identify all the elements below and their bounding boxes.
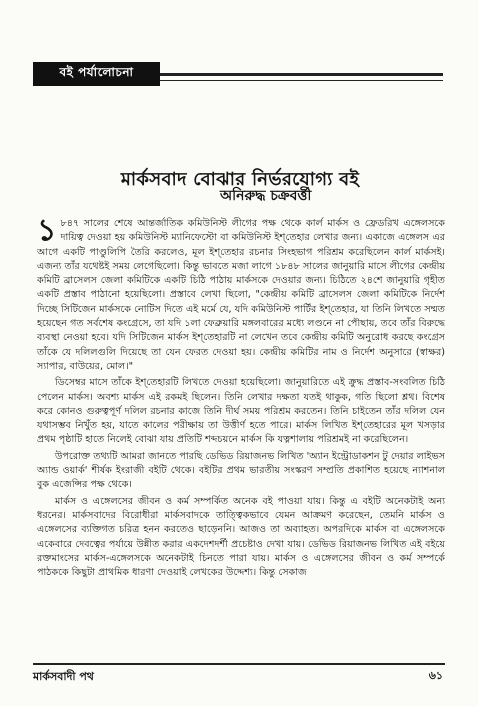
article-title: মার্কসবাদ বোঝার নির্ভরযোগ্য বই (120, 169, 360, 191)
header-rule-thick (160, 73, 443, 76)
article-author: অনিরুদ্ধ চক্রবর্ত্তী (220, 188, 312, 204)
article-paragraph-3: উপরোক্ত তথ্যটি আমরা জানতে পারছি ডেভিড রিয়াজনভ লিখিত 'অ্যান ইন্ট্রোডাকশন টু দেয়ার লাইভস অ্যান্ড ওয়ার্ক' শীর্ষক ইংরাজী বইটি থেকে। বইটির প্রথম ভারতীয় সংস্করণ সম্প্রতি প্রকাশিত হয়েছে ন্যাশনাল বুক এজেন্সির পক্ষ থেকে। (37, 450, 445, 491)
article-body (37, 213, 445, 582)
article-paragraph-4: মার্কস ও এঙ্গেলসের জীবন ও কর্ম সম্পর্কিত অনেক বই পাওয়া যায়। কিন্তু এ বইটি অনেকটাই অন্য ধরনের। মার্কসবাদের বিরোধীরা মার্কসবাদকে তাত্ত্বিকভাবে যেমন আক্রমণ করেছেন, তেমনি মার্কস ও এঙ্গেলসের ব্যক্তিগত চরিত্র হনন করতেও ছাড়েননি। আজও তা অব্যাহত। অপরদিকে মার্কস বা এঙ্গেলসকে একেবারে দেবত্বের পর্যায়ে উন্নীত করার একদেশদর্শী প্রচেষ্টাও দেখা যায়। ডেভিড রিয়াজনভ লিখিত এই বইয়ে রক্তমাংসের মার্কস-এঙ্গেলসকে অনেকটাই চিনতে পারা যায়। মার্কস ও এঙ্গেলসের জীবন ও কর্ম সম্পর্কে পাঠককে কিছুটা প্রাথমিক ধারণা দেওয়াই লেখকের উদ্দেশ্য। কিন্তু সেকাজ (37, 495, 445, 579)
journal-name: মার্কসবাদী পথ (33, 670, 94, 683)
drop-cap: ১ (37, 213, 57, 248)
article-paragraph-1 (37, 213, 445, 374)
paragraph-text: ৮৪৭ সালের শেষে আন্তর্জাতিক কমিউনিস্ট লীগের পক্ষ থেকে কার্ল মার্কস ও ফ্রেডরিখ এঙ্গেলসকে দায়িত্ব দেওয়া হয় কমিউনিস্ট ম্যানিফেস্টো বা কমিউনিস্ট ইশ্‌তেহার লেখার জন্য। একাজে এঙ্গেলস এর আগে একটি পাণ্ডুলিপি তৈরি করলেও, মূল ইশ্‌তেহার রচনার সিংহভাগ পরিশ্রম করেছিলেন কার্ল মার্কসই। এজন্য তাঁর যথেষ্টই সময় লেগেছিলো। কিন্তু ভাবতে মজা লাগে ১৮৪৮ সালের জানুয়ারি মাসে লীগের কেন্দ্রীয় কমিটি ব্রাসেলস জেলা কমিটিকে একটি চিঠি পাঠায় মার্কসকে দেওয়ার জন্য। চিঠিতে ২৪শে জানুয়ারি গৃহীত একটি প্রস্তাব পাঠানো হয়েছিলো। প্রস্তাবে লেখা ছিলো, "কেন্দ্রীয় কমিটি ব্রাসেলস জেলা কমিটিকে নির্দেশ দিচ্ছে সিটিজেন মার্কসকে নোটিস দিতে এই মর্মে যে, যদি কমিউনিস্ট পার্টির ইশ্‌তেহার, যা তিনি লিখতে সম্মত হয়েছেন গত সর্বশেষ কংগ্রেসে, তা যদি ১লা ফেব্রুয়ারি মঙ্গলবারের মধ্যে লণ্ডনে না পৌছায়, তবে তাঁর বিরুদ্ধে ব্যবস্থা নেওয়া হবে। যদি সিটিজেন মার্কস ইশ্‌তেহারটি না লেখেন তবে কেন্দ্রীয় কমিটি অনুরোধ করছে কংগ্রেস তাঁকে যে দলিলগুলি দিয়েছে তা যেন ফেরত দেওয়া হয়। কেন্দ্রীয় কমিটির নাম ও নির্দেশ অনুসারে (স্বাক্ষর) স্যাপার, বাউয়ের, মোল।" (37, 218, 445, 372)
page-number: ৬১ (428, 669, 443, 682)
section-label: বই পর্যালোচনা (33, 62, 160, 86)
article-paragraph-2: ডিসেম্বর মাসে তাঁকে ইশ্‌তেহারটি লিখতে দেওয়া হয়েছিলো। জানুয়ারিতে এই ক্রুদ্ধ প্রস্তাব-সংবলিত চিঠি পেলেন মার্কস। অবশ্য মার্কস এই রকমই ছিলেন। তিনি লেখার দক্ষতা যতই থাকুক, গতি ছিলো শ্লথ। বিশেষ করে কোনও গুরুত্বপূর্ণ দলিল রচনার কাজে তিনি দীর্ঘ সময় পরিশ্রম করতেন। তিনি চাইতেন তাঁর দলিল যেন যথাসম্ভব নিখুঁত হয়, যাতে কালের পরীক্ষায় তা উত্তীর্ণ হতে পারে। মার্কস লিখিত ইশ্‌তেহারের মূল খসড়ার প্রথম পৃষ্ঠাটি হাতে নিলেই বোঝা যায় প্রতিটি শব্দচয়নে মার্কস কি যত্নশালায় পরিশ্রমই না করেছিলেন। (37, 377, 445, 446)
header-rule-thin (160, 80, 443, 81)
footer-rule (33, 663, 445, 665)
